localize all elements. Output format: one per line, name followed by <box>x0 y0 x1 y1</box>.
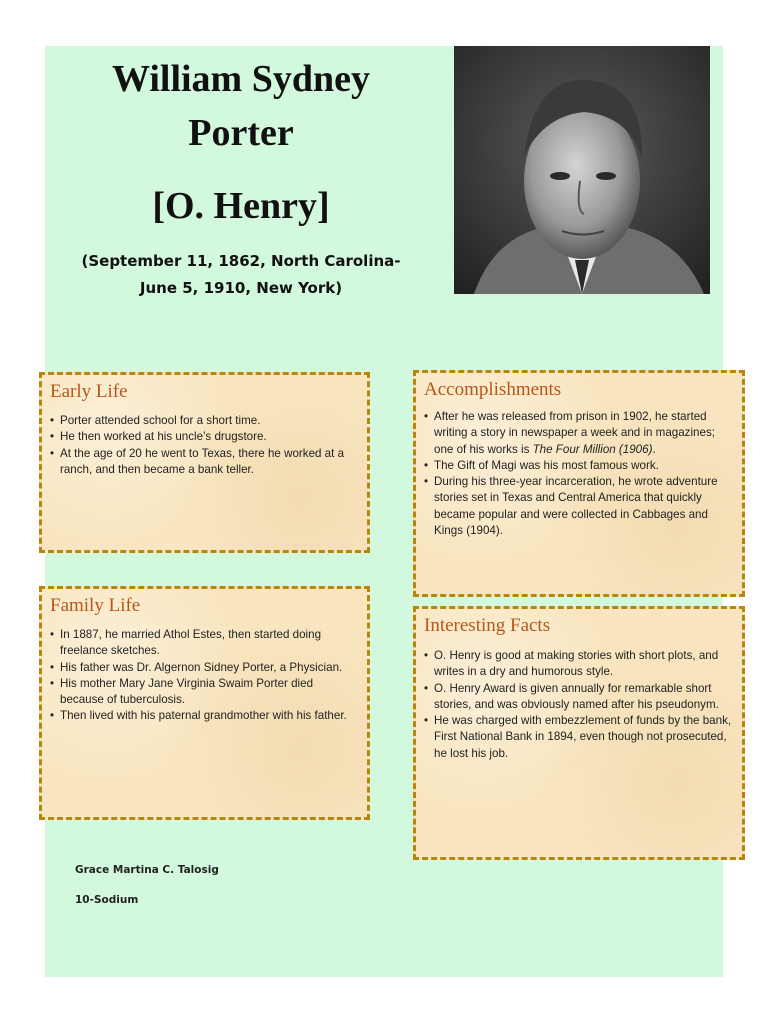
list-item: • His mother Mary Jane Virginia Swaim Porter died because of tuberculosis. <box>50 676 359 709</box>
title-line-2: Porter <box>188 112 294 154</box>
list-item: • Then lived with his paternal grandmother with his father. <box>50 708 359 724</box>
title-line-1: William Sydney <box>112 58 370 100</box>
list-item: • During his three-year incarceration, he wrote adventure stories set in Texas and Central America that quickly became popular and were collected in Cabbages and Kings (1904). <box>424 474 734 539</box>
family-life-box <box>39 586 370 820</box>
list-item: • At the age of 20 he went to Texas, there he worked at a ranch, and then became a bank teller. <box>50 446 359 479</box>
interesting-facts-list <box>416 648 742 762</box>
accomplishments-list <box>416 409 742 539</box>
list-item: • O. Henry Award is given annually for remarkable short stories, and was obviously named after his pseudonym. <box>424 681 734 714</box>
accomplishments-heading: Accomplishments <box>424 379 562 400</box>
family-life-heading: Family Life <box>50 595 141 616</box>
book-title: The Four Million (1906) <box>532 442 653 456</box>
accomplishment-end: . <box>652 442 656 456</box>
author-name: Grace Martina C. Talosig <box>75 864 219 876</box>
list-item: • He then worked at his uncle’s drugstore. <box>50 429 359 445</box>
list-item: • Porter attended school for a short time. <box>50 413 359 429</box>
author-section: 10-Sodium <box>75 894 139 906</box>
list-item: • He was charged with embezzlement of funds by the bank, First National Bank in 1894, even though not prosecuted, he lost his job. <box>424 713 734 762</box>
interesting-facts-heading: Interesting Facts <box>424 615 551 636</box>
portrait-photo <box>454 46 710 294</box>
interesting-facts-box <box>413 606 745 860</box>
early-life-list <box>42 413 367 478</box>
accomplishments-box <box>413 370 745 597</box>
early-life-heading: Early Life <box>50 381 128 402</box>
page-title <box>45 52 437 234</box>
life-dates <box>45 248 437 302</box>
early-life-box <box>39 372 370 553</box>
list-item: • O. Henry is good at making stories with short plots, and writes in a dry and humorous style. <box>424 648 734 681</box>
title-pen-name: [O. Henry] <box>152 185 330 227</box>
dates-line-1: (September 11, 1862, North Carolina- <box>81 252 401 270</box>
dates-line-2: June 5, 1910, New York) <box>139 279 343 297</box>
family-life-list <box>42 627 367 725</box>
accomplishment-text: After he was released from prison in 1902, he started writing a story in newspaper a week and in magazines; one of his works is <box>434 410 715 456</box>
list-item: • The Gift of Magi was his most famous work. <box>424 458 734 474</box>
list-item: • In 1887, he married Athol Estes, then started doing freelance sketches. <box>50 627 359 660</box>
list-item: • His father was Dr. Algernon Sidney Porter, a Physician. <box>50 660 359 676</box>
list-item <box>424 409 734 458</box>
